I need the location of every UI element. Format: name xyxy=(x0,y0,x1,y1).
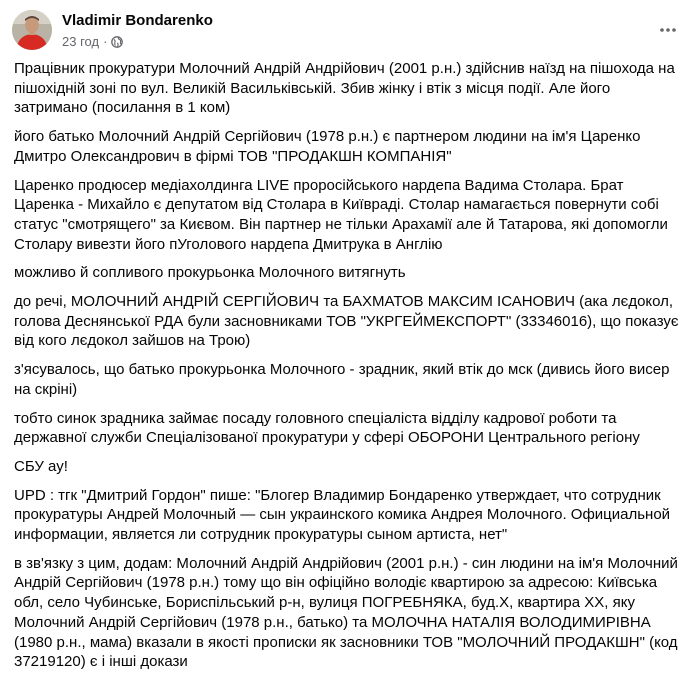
author-avatar[interactable] xyxy=(12,10,52,50)
author-name[interactable]: Vladimir Bondarenko xyxy=(62,12,213,29)
post-paragraph: Працівник прокуратури Молочний Андрій Андрійович (2001 р.н.) здійснив наїзд на пішохода на пішохідній зоні по вул. Великій Васильківській. Збив жінку і втік з місця події. Але його затримано (посилання в 1 ком) xyxy=(14,60,675,117)
post-paragraph: Царенко продюсер медіахолдинга LIVE проросійського нардепа Вадима Столара. Брат Царенка - Михайло є депутатом від Столара в Київраді. Столар намагається повернути собі статус "смотрящего" за Києвом. Він партнер не тільки Арахамії але й Татарова, які допомогли Столару вивезти його пУголового нардепа Дмитрука в Англію xyxy=(14,176,668,253)
post-paragraph: до речі, МОЛОЧНИЙ АНДРІЙ СЕРГІЙОВИЧ та БАХМАТОВ МАКСИМ ІСАНОВИЧ (ака лєдокол, голова Деснянської РДА були засновниками ТОВ "УКРГЕЙМЕКСПОРТ" (33346016), що показує від кого лєдокол зайшов на Трою) xyxy=(14,293,679,350)
post-header xyxy=(12,10,682,54)
meta-separator: · xyxy=(103,34,108,49)
post-paragraph: СБУ ау! xyxy=(14,457,68,475)
post-paragraph: UPD : тгк "Дмитрий Гордон" пише: "Блогер Владимир Бондаренко утверждает, что сотрудник прокуратуры Андрей Молочный — сын украинского комика Андрея Молочного. Официальной информации, является ли сотрудник прокуратуры сыном артиста, нет" xyxy=(14,486,671,544)
post-paragraph: його батько Молочний Андрій Сергійович (1978 р.н.) є партнером людини на ім'я Царенко Дмитро Олександрович в фірмі ТОВ "ПРОДАКШН КОМПАНІЯ" xyxy=(14,128,641,165)
post-paragraph: в зв'язку з цим, додам: Молочний Андрій Андрійович (2001 р.н.) - син людини на ім'я Молочний Андрій Сергійович (1978 р.н.) тому що він офіційно володіє квартирою за адресою: Київська обл, село Чубинське, Бориспільський р-н, вулиця ПОГРЕБНЯКА, буд.Х, квартира ХХ, яку Молочний Андрій Сергійович (1978 р.н., батько) та МОЛОЧНА НАТАЛІЯ ВОЛОДИМИРІВНА (1980 р.н., мама) вказали в якості прописки як засновники ТОВ "МОЛОЧНИЙ ПРОДАКШН" (код 37219120) є і інші докази xyxy=(14,554,678,671)
more-dots-icon xyxy=(660,28,676,32)
post-paragraph: з'ясувалось, що батько прокурьонка Молочного - зрадник, який втік до мск (дивись його висер на скріні) xyxy=(14,361,670,398)
post-meta xyxy=(62,34,123,49)
avatar-image xyxy=(12,10,52,50)
post-paragraph: можливо й сопливого прокурьонка Молочного витягнуть xyxy=(14,264,406,282)
post-timestamp[interactable]: 23 год xyxy=(62,34,100,49)
post-paragraph: тобто синок зрадника займає посаду головного спеціаліста відділу кадрової роботи та державної служби Спеціалізованої прокуратури у сфері ОБОРОНИ Центрального регіону xyxy=(14,409,640,447)
more-options-button[interactable] xyxy=(654,16,682,44)
post-body xyxy=(14,59,686,681)
globe-icon[interactable] xyxy=(111,36,123,48)
